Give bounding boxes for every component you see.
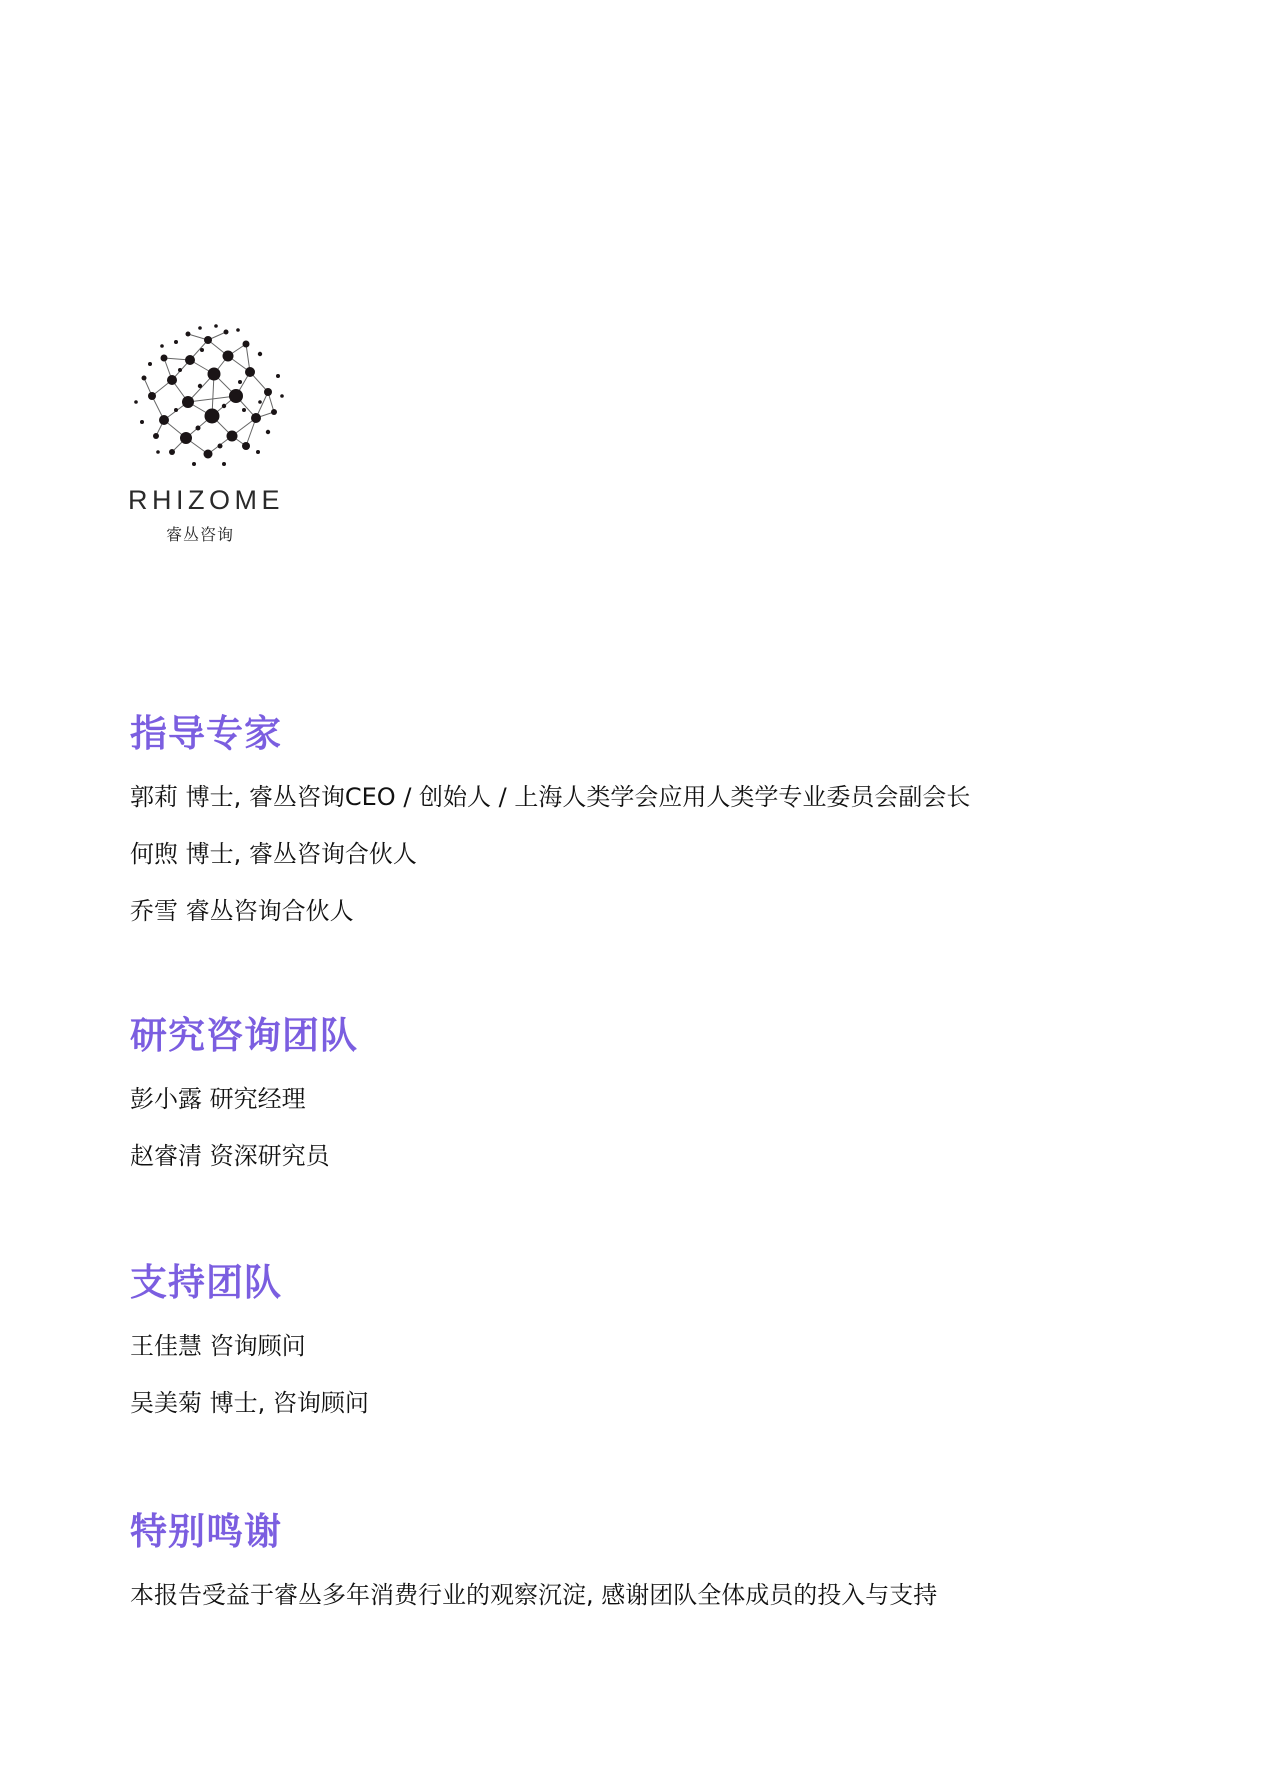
team-member-line: 王佳慧 咨询顾问	[130, 1332, 306, 1360]
section-title: 支持团队	[130, 1261, 282, 1304]
section-title: 特别鸣谢	[130, 1510, 282, 1553]
team-member-line: 赵睿清 资深研究员	[130, 1142, 330, 1170]
logo-wordmark-cn: 睿丛咨询	[166, 525, 235, 544]
section-research-team	[130, 1014, 1180, 1173]
expert-line: 郭莉 博士, 睿丛咨询CEO / 创始人 / 上海人类学会应用人类学专业委员会副会长	[130, 783, 971, 811]
section-support-team	[130, 1261, 1180, 1420]
thanks-text: 本报告受益于睿丛多年消费行业的观察沉淀, 感谢团队全体成员的投入与支持	[130, 1581, 938, 1609]
team-member-line: 吴美菊 博士, 咨询顾问	[130, 1389, 369, 1417]
expert-line: 何煦 博士, 睿丛咨询合伙人	[130, 840, 417, 868]
section-title: 研究咨询团队	[130, 1014, 358, 1057]
rhizome-logo	[128, 320, 288, 544]
section-title: 指导专家	[130, 712, 282, 755]
section-special-thanks	[130, 1510, 1180, 1612]
section-guiding-experts	[130, 712, 1180, 928]
network-sphere-icon	[128, 320, 288, 472]
team-member-line: 彭小露 研究经理	[130, 1085, 306, 1113]
logo-wordmark-en: RHIZOME	[128, 485, 284, 515]
expert-line: 乔雪 睿丛咨询合伙人	[130, 897, 354, 925]
